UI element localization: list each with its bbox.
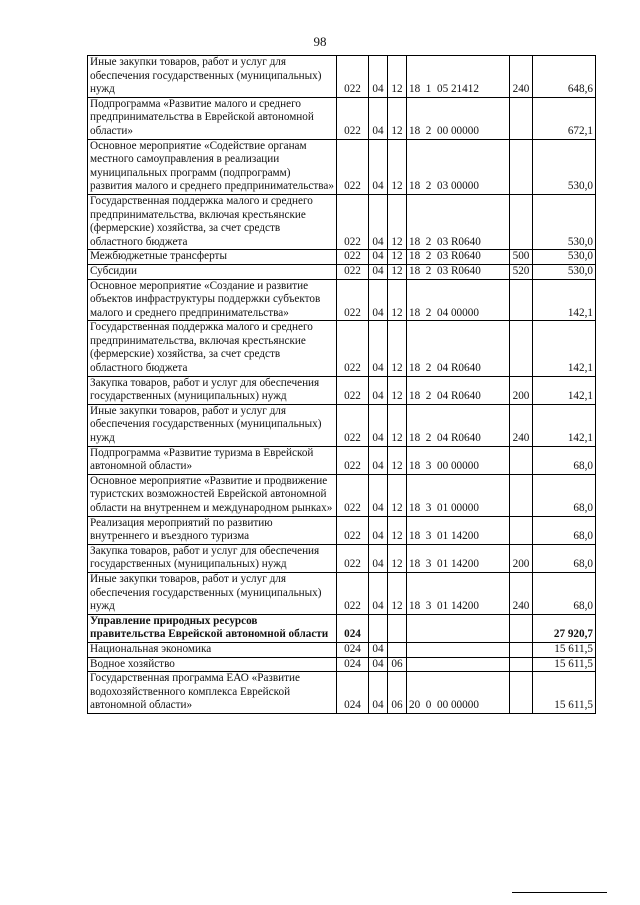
org-code-cell: 022 — [337, 404, 369, 446]
expense-type-cell: 200 — [510, 544, 533, 572]
section-cell: 04 — [369, 97, 388, 139]
expense-type-cell — [510, 279, 533, 321]
expense-type-cell — [510, 642, 533, 657]
target-article-cell: 18 2 04 R0640 — [407, 404, 510, 446]
expense-type-cell: 520 — [510, 264, 533, 279]
row-name-cell: Реализация мероприятий по развитию внутреннего и въездного туризма — [88, 516, 337, 544]
org-code-cell: 022 — [337, 321, 369, 376]
section-cell: 04 — [369, 672, 388, 714]
amount-cell: 15 611,5 — [533, 642, 596, 657]
table-row — [88, 250, 596, 265]
subsection-cell — [388, 642, 407, 657]
expense-type-cell — [510, 321, 533, 376]
section-cell: 04 — [369, 264, 388, 279]
target-article-cell: 18 2 04 R0640 — [407, 376, 510, 404]
org-code-cell: 022 — [337, 56, 369, 98]
target-article-cell: 18 3 01 14200 — [407, 516, 510, 544]
table-row — [88, 139, 596, 194]
subsection-cell: 12 — [388, 139, 407, 194]
subsection-cell: 12 — [388, 250, 407, 265]
table-row — [88, 404, 596, 446]
table-row — [88, 446, 596, 474]
target-article-cell: 18 2 03 00000 — [407, 139, 510, 194]
section-cell: 04 — [369, 404, 388, 446]
row-name-cell: Основное мероприятие «Создание и развитие объектов инфраструктуры поддержки субъектов малого и среднего предпринимательства» — [88, 279, 337, 321]
amount-cell: 648,6 — [533, 56, 596, 98]
subsection-cell: 12 — [388, 97, 407, 139]
subsection-cell: 12 — [388, 474, 407, 516]
table-row — [88, 672, 596, 714]
org-code-cell: 022 — [337, 446, 369, 474]
section-cell: 04 — [369, 657, 388, 672]
section-cell: 04 — [369, 56, 388, 98]
row-name-cell: Иные закупки товаров, работ и услуг для обеспечения государственных (муниципальных) нужд — [88, 404, 337, 446]
subsection-cell: 06 — [388, 657, 407, 672]
table-row — [88, 657, 596, 672]
table-row — [88, 97, 596, 139]
amount-cell: 68,0 — [533, 446, 596, 474]
table-row — [88, 279, 596, 321]
expense-type-cell — [510, 474, 533, 516]
section-cell: 04 — [369, 474, 388, 516]
row-name-cell: Государственная программа ЕАО «Развитие водохозяйственного комплекса Еврейской автономной области» — [88, 672, 337, 714]
table-row — [88, 376, 596, 404]
expense-type-cell — [510, 516, 533, 544]
target-article-cell — [407, 614, 510, 642]
subsection-cell: 12 — [388, 376, 407, 404]
subsection-cell: 12 — [388, 264, 407, 279]
row-name-cell: Закупка товаров, работ и услуг для обеспечения государственных (муниципальных) нужд — [88, 376, 337, 404]
row-name-cell: Иные закупки товаров, работ и услуг для обеспечения государственных (муниципальных) нужд — [88, 572, 337, 614]
amount-cell: 142,1 — [533, 321, 596, 376]
subsection-cell: 12 — [388, 279, 407, 321]
table-row — [88, 572, 596, 614]
expense-type-cell — [510, 194, 533, 249]
row-name-cell: Водное хозяйство — [88, 657, 337, 672]
expense-type-cell — [510, 97, 533, 139]
row-name-cell: Национальная экономика — [88, 642, 337, 657]
expense-type-cell: 200 — [510, 376, 533, 404]
org-code-cell: 022 — [337, 544, 369, 572]
section-cell: 04 — [369, 446, 388, 474]
subsection-cell: 12 — [388, 572, 407, 614]
subsection-cell: 12 — [388, 56, 407, 98]
subsection-cell — [388, 614, 407, 642]
amount-cell: 672,1 — [533, 97, 596, 139]
section-cell: 04 — [369, 544, 388, 572]
target-article-cell: 18 1 05 21412 — [407, 56, 510, 98]
subsection-cell: 12 — [388, 544, 407, 572]
expense-type-cell: 240 — [510, 56, 533, 98]
subsection-cell: 12 — [388, 321, 407, 376]
table-row — [88, 56, 596, 98]
expense-type-cell — [510, 446, 533, 474]
target-article-cell: 18 2 04 R0640 — [407, 321, 510, 376]
row-name-cell: Закупка товаров, работ и услуг для обеспечения государственных (муниципальных) нужд — [88, 544, 337, 572]
org-code-cell: 022 — [337, 376, 369, 404]
section-cell: 04 — [369, 194, 388, 249]
section-cell — [369, 614, 388, 642]
amount-cell: 142,1 — [533, 376, 596, 404]
row-name-cell: Основное мероприятие «Развитие и продвижение туристских возможностей Еврейской автономной области на внутреннем и международном рынках» — [88, 474, 337, 516]
target-article-cell: 18 3 01 00000 — [407, 474, 510, 516]
subsection-cell: 12 — [388, 516, 407, 544]
amount-cell: 68,0 — [533, 544, 596, 572]
target-article-cell: 18 3 00 00000 — [407, 446, 510, 474]
section-cell: 04 — [369, 321, 388, 376]
target-article-cell: 18 3 01 14200 — [407, 572, 510, 614]
amount-cell: 68,0 — [533, 516, 596, 544]
org-code-cell: 022 — [337, 474, 369, 516]
table-row — [88, 614, 596, 642]
table-row — [88, 544, 596, 572]
org-code-cell: 022 — [337, 264, 369, 279]
row-name-cell: Управление природных ресурсов правительства Еврейской автономной области — [88, 614, 337, 642]
org-code-cell: 024 — [337, 672, 369, 714]
expense-type-cell — [510, 657, 533, 672]
target-article-cell: 18 3 01 14200 — [407, 544, 510, 572]
amount-cell: 142,1 — [533, 279, 596, 321]
expense-type-cell — [510, 614, 533, 642]
target-article-cell — [407, 642, 510, 657]
org-code-cell: 022 — [337, 139, 369, 194]
org-code-cell: 024 — [337, 657, 369, 672]
expense-type-cell: 240 — [510, 572, 533, 614]
table-row — [88, 264, 596, 279]
amount-cell: 27 920,7 — [533, 614, 596, 642]
target-article-cell — [407, 657, 510, 672]
row-name-cell: Подпрограмма «Развитие малого и среднего предпринимательства в Еврейской автономной области» — [88, 97, 337, 139]
table-row — [88, 321, 596, 376]
target-article-cell: 18 2 03 R0640 — [407, 250, 510, 265]
row-name-cell: Иные закупки товаров, работ и услуг для обеспечения государственных (муниципальных) нужд — [88, 56, 337, 98]
target-article-cell: 18 2 03 R0640 — [407, 194, 510, 249]
amount-cell: 68,0 — [533, 474, 596, 516]
target-article-cell: 18 2 04 00000 — [407, 279, 510, 321]
subsection-cell: 12 — [388, 446, 407, 474]
target-article-cell: 18 2 03 R0640 — [407, 264, 510, 279]
section-cell: 04 — [369, 642, 388, 657]
row-name-cell: Субсидии — [88, 264, 337, 279]
subsection-cell: 12 — [388, 194, 407, 249]
amount-cell: 15 611,5 — [533, 672, 596, 714]
org-code-cell: 022 — [337, 250, 369, 265]
org-code-cell: 024 — [337, 614, 369, 642]
amount-cell: 142,1 — [533, 404, 596, 446]
org-code-cell: 022 — [337, 516, 369, 544]
org-code-cell: 022 — [337, 572, 369, 614]
org-code-cell: 022 — [337, 194, 369, 249]
row-name-cell: Основное мероприятие «Содействие органам местного самоуправления в реализации муниципальных программ (подпрограмм) развития малого и среднего предпринимательства» — [88, 139, 337, 194]
section-cell: 04 — [369, 279, 388, 321]
target-article-cell: 20 0 00 00000 — [407, 672, 510, 714]
amount-cell: 68,0 — [533, 572, 596, 614]
amount-cell: 530,0 — [533, 194, 596, 249]
amount-cell: 15 611,5 — [533, 657, 596, 672]
subsection-cell: 12 — [388, 404, 407, 446]
table-row — [88, 642, 596, 657]
section-cell: 04 — [369, 250, 388, 265]
expense-type-cell: 240 — [510, 404, 533, 446]
table-row — [88, 474, 596, 516]
page-number: 98 — [313, 34, 327, 49]
row-name-cell: Государственная поддержка малого и среднего предпринимательства, включая крестьянские (фермерские) хозяйства, за счет средств областного бюджета — [88, 194, 337, 249]
table-row — [88, 516, 596, 544]
section-cell: 04 — [369, 376, 388, 404]
table-row — [88, 194, 596, 249]
budget-table — [87, 55, 596, 714]
row-name-cell: Подпрограмма «Развитие туризма в Еврейской автономной области» — [88, 446, 337, 474]
row-name-cell: Государственная поддержка малого и среднего предпринимательства, включая крестьянские (фермерские) хозяйства, за счет средств областного бюджета — [88, 321, 337, 376]
footer-rule — [512, 892, 607, 893]
amount-cell: 530,0 — [533, 139, 596, 194]
amount-cell: 530,0 — [533, 250, 596, 265]
section-cell: 04 — [369, 516, 388, 544]
target-article-cell: 18 2 00 00000 — [407, 97, 510, 139]
org-code-cell: 022 — [337, 279, 369, 321]
org-code-cell: 022 — [337, 97, 369, 139]
expense-type-cell: 500 — [510, 250, 533, 265]
subsection-cell: 06 — [388, 672, 407, 714]
org-code-cell: 024 — [337, 642, 369, 657]
section-cell: 04 — [369, 572, 388, 614]
row-name-cell: Межбюджетные трансферты — [88, 250, 337, 265]
amount-cell: 530,0 — [533, 264, 596, 279]
expense-type-cell — [510, 672, 533, 714]
section-cell: 04 — [369, 139, 388, 194]
expense-type-cell — [510, 139, 533, 194]
